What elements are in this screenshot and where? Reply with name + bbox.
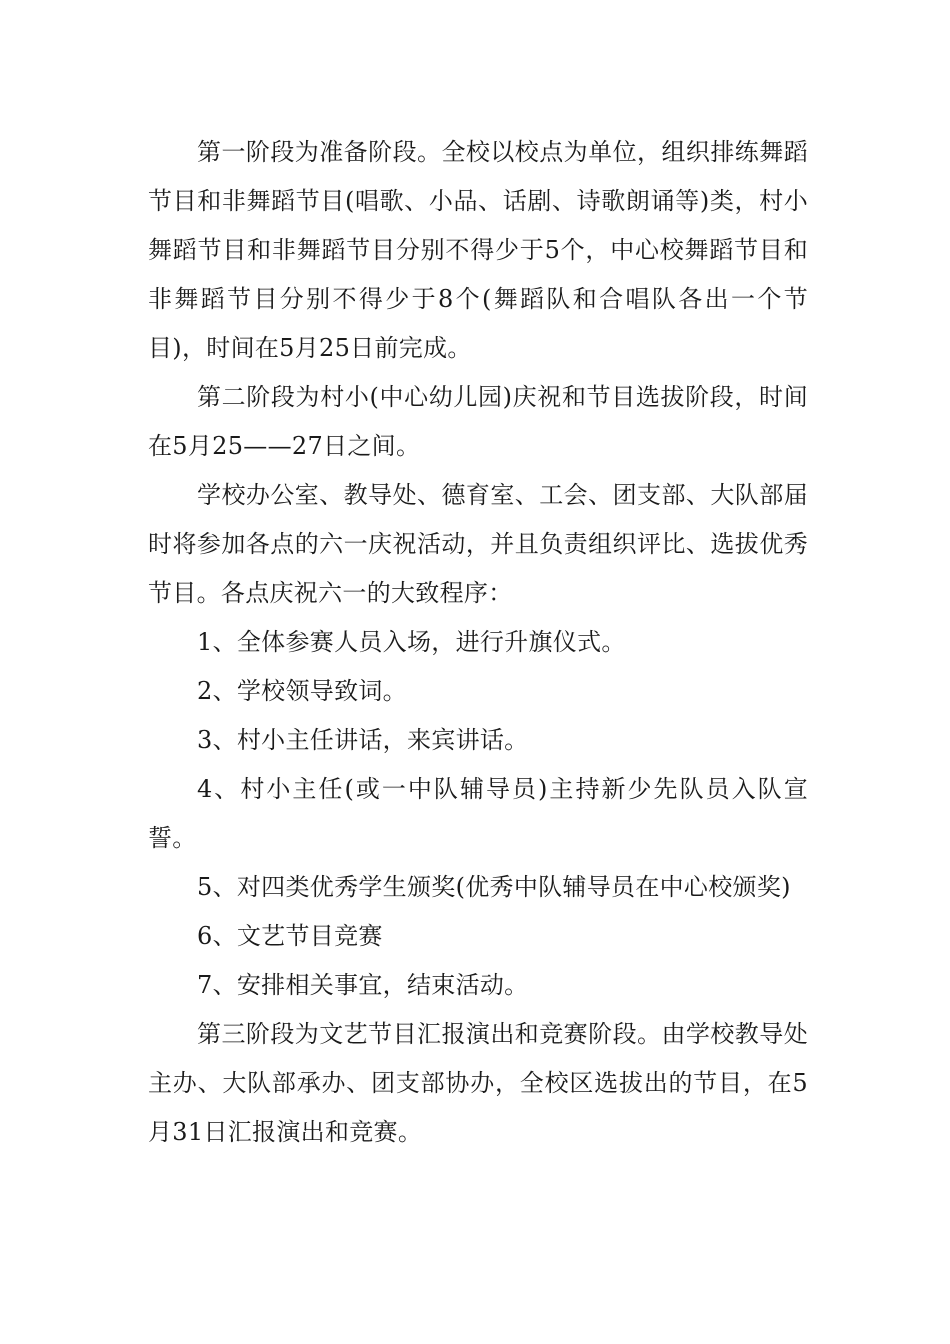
list-item-7: 7、安排相关事宜，结束活动。 [197, 971, 529, 999]
paragraph-participants: 学校办公室、教导处、德育室、工会、团支部、大队部届时将参加各点的六一庆祝活动，并且负责组织评比、选拔优秀节目。各点庆祝六一的大致程序： [148, 481, 808, 607]
paragraph-stage-three: 第三阶段为文艺节目汇报演出和竞赛阶段。由学校教导处主办、大队部承办、团支部协办，全校区选拔出的节目，在5月31日汇报演出和竞赛。 [148, 1020, 808, 1146]
list-item-2: 2、学校领导致词。 [197, 677, 407, 705]
list-item-4: 4、村小主任(或一中队辅导员)主持新少先队员入队宣誓。 [148, 775, 808, 852]
paragraph-stage-two: 第二阶段为村小(中心幼儿园)庆祝和节目选拔阶段，时间在5月25——27日之间。 [148, 383, 808, 460]
paragraph-stage-one: 第一阶段为准备阶段。全校以校点为单位，组织排练舞蹈节目和非舞蹈节目(唱歌、小品、话剧、诗歌朗诵等)类，村小舞蹈节目和非舞蹈节目分别不得少于5个，中心校舞蹈节目和非舞蹈节目分别不得少于8个(舞蹈队和合唱队各出一个节目)，时间在5月25日前完成。 [148, 138, 808, 362]
list-item-1: 1、全体参赛人员入场，进行升旗仪式。 [197, 628, 626, 656]
list-item-3: 3、村小主任讲话，来宾讲话。 [197, 726, 529, 754]
list-item-5: 5、对四类优秀学生颁奖(优秀中队辅导员在中心校颁奖) [197, 873, 791, 901]
list-item-6: 6、文艺节目竞赛 [197, 922, 383, 950]
document-body [148, 128, 808, 1157]
